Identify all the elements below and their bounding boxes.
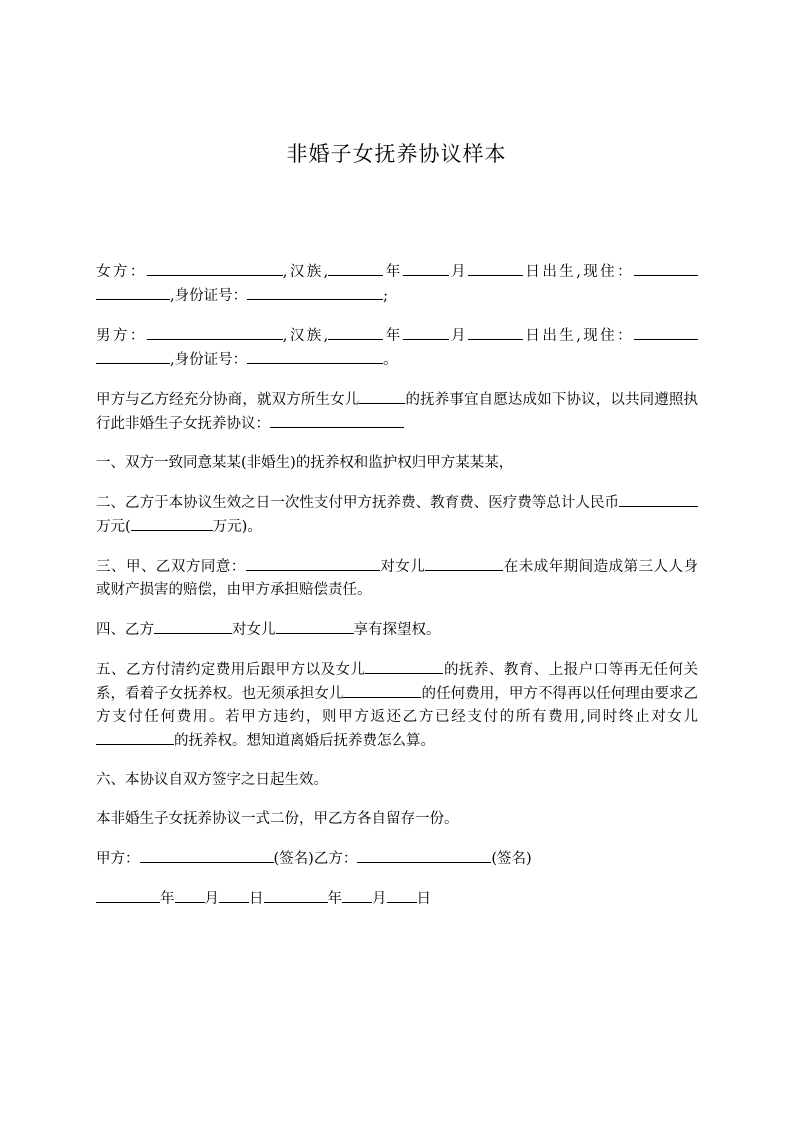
female-label: 女方： [96,264,147,280]
male-label: 男方： [96,328,147,344]
amount-blank-2[interactable] [643,491,698,507]
male-id-blank[interactable] [247,348,383,364]
clause5-daughter-blank-2[interactable] [343,682,421,698]
date-a-day-blank[interactable] [219,887,249,903]
date-line: 年 月 日 年 月 日 [96,887,698,911]
clause5-daughter-blank-3[interactable] [96,729,174,745]
date-b-day-blank[interactable] [387,887,417,903]
daughter-name-blank[interactable] [359,388,405,404]
clause-1: 一、双方一致同意某某(非婚生)的抚养权和监护权归甲方某某某， [96,455,514,471]
female-id-blank[interactable] [247,284,383,300]
female-name-blank[interactable] [147,260,283,276]
amount-blank-1[interactable] [619,491,643,507]
party-a-signature-blank[interactable] [140,847,274,863]
date-a-month-blank[interactable] [175,887,205,903]
intro-paragraph: 甲方与乙方经充分协商，就双方所生女儿 的抚养事宜自愿达成如下协议，以共同遵照执行此非婚生子女抚养协议： [96,388,698,436]
clause-4: 四、乙方 对女儿 享有探望权。 [96,618,698,642]
party-b-signature-blank[interactable] [357,847,491,863]
clause3-party-blank[interactable] [246,555,380,571]
copies-paragraph: 本非婚生子女抚养协议一式二份，甲乙方各自留存一份。 [96,811,459,827]
male-party-paragraph: 男方： ,汉族, 年 月 日出生,现住：,身份证号： 。 [96,324,698,372]
clause3-daughter-blank[interactable] [425,555,503,571]
date-b-month-blank[interactable] [342,887,372,903]
document-body [96,260,698,927]
amount-uppercase-blank[interactable] [131,515,213,531]
clause5-daughter-blank-1[interactable] [365,658,443,674]
female-birth-month-blank[interactable] [403,260,449,276]
male-address-blank-1[interactable] [634,324,698,340]
document-title: 非婚子女抚养协议样本 [286,142,507,166]
date-b-year-blank[interactable] [264,887,328,903]
male-birth-year-blank[interactable] [328,324,383,340]
male-name-blank[interactable] [147,324,283,340]
clause-2: 二、乙方于本协议生效之日一次性支付甲方抚养费、教育费、医疗费等总计人民币万元( 万元)。 [96,491,698,539]
signature-line: 甲方： (签名)乙方： (签名) [96,847,698,871]
date-a-year-blank[interactable] [96,887,160,903]
male-address-blank-2[interactable] [96,348,170,364]
male-birth-day-blank[interactable] [468,324,523,340]
female-birth-year-blank[interactable] [328,260,383,276]
female-birth-day-blank[interactable] [468,260,523,276]
clause4-party-blank[interactable] [154,618,232,634]
clause-5: 五、乙方付清约定费用后跟甲方以及女儿 的抚养、教育、上报户口等再无任何关系，看着子女抚养权。也无须承担女儿 的任何费用，甲方不得再以任何理由要求乙方支付任何费用。若甲方违约，则甲方返还乙方已经支付的所有费用,同时终止对女儿的抚养权。想知道离婚后抚养费怎么算。 [96,658,698,753]
clause-6: 六、本协议自双方签字之日起生效。 [96,772,328,788]
male-birth-month-blank[interactable] [403,324,449,340]
clause-3: 三、甲、乙双方同意： 对女儿 在未成年期间造成第三人人身或财产损害的赔偿，由甲方承担赔偿责任。 [96,555,698,602]
agreement-blank[interactable] [270,412,404,428]
female-address-blank-1[interactable] [634,260,698,276]
female-party-paragraph: 女方： ,汉族, 年 月 日出生,现住：,身份证号： ; [96,260,698,308]
clause4-daughter-blank[interactable] [276,618,354,634]
female-address-blank-2[interactable] [96,284,170,300]
